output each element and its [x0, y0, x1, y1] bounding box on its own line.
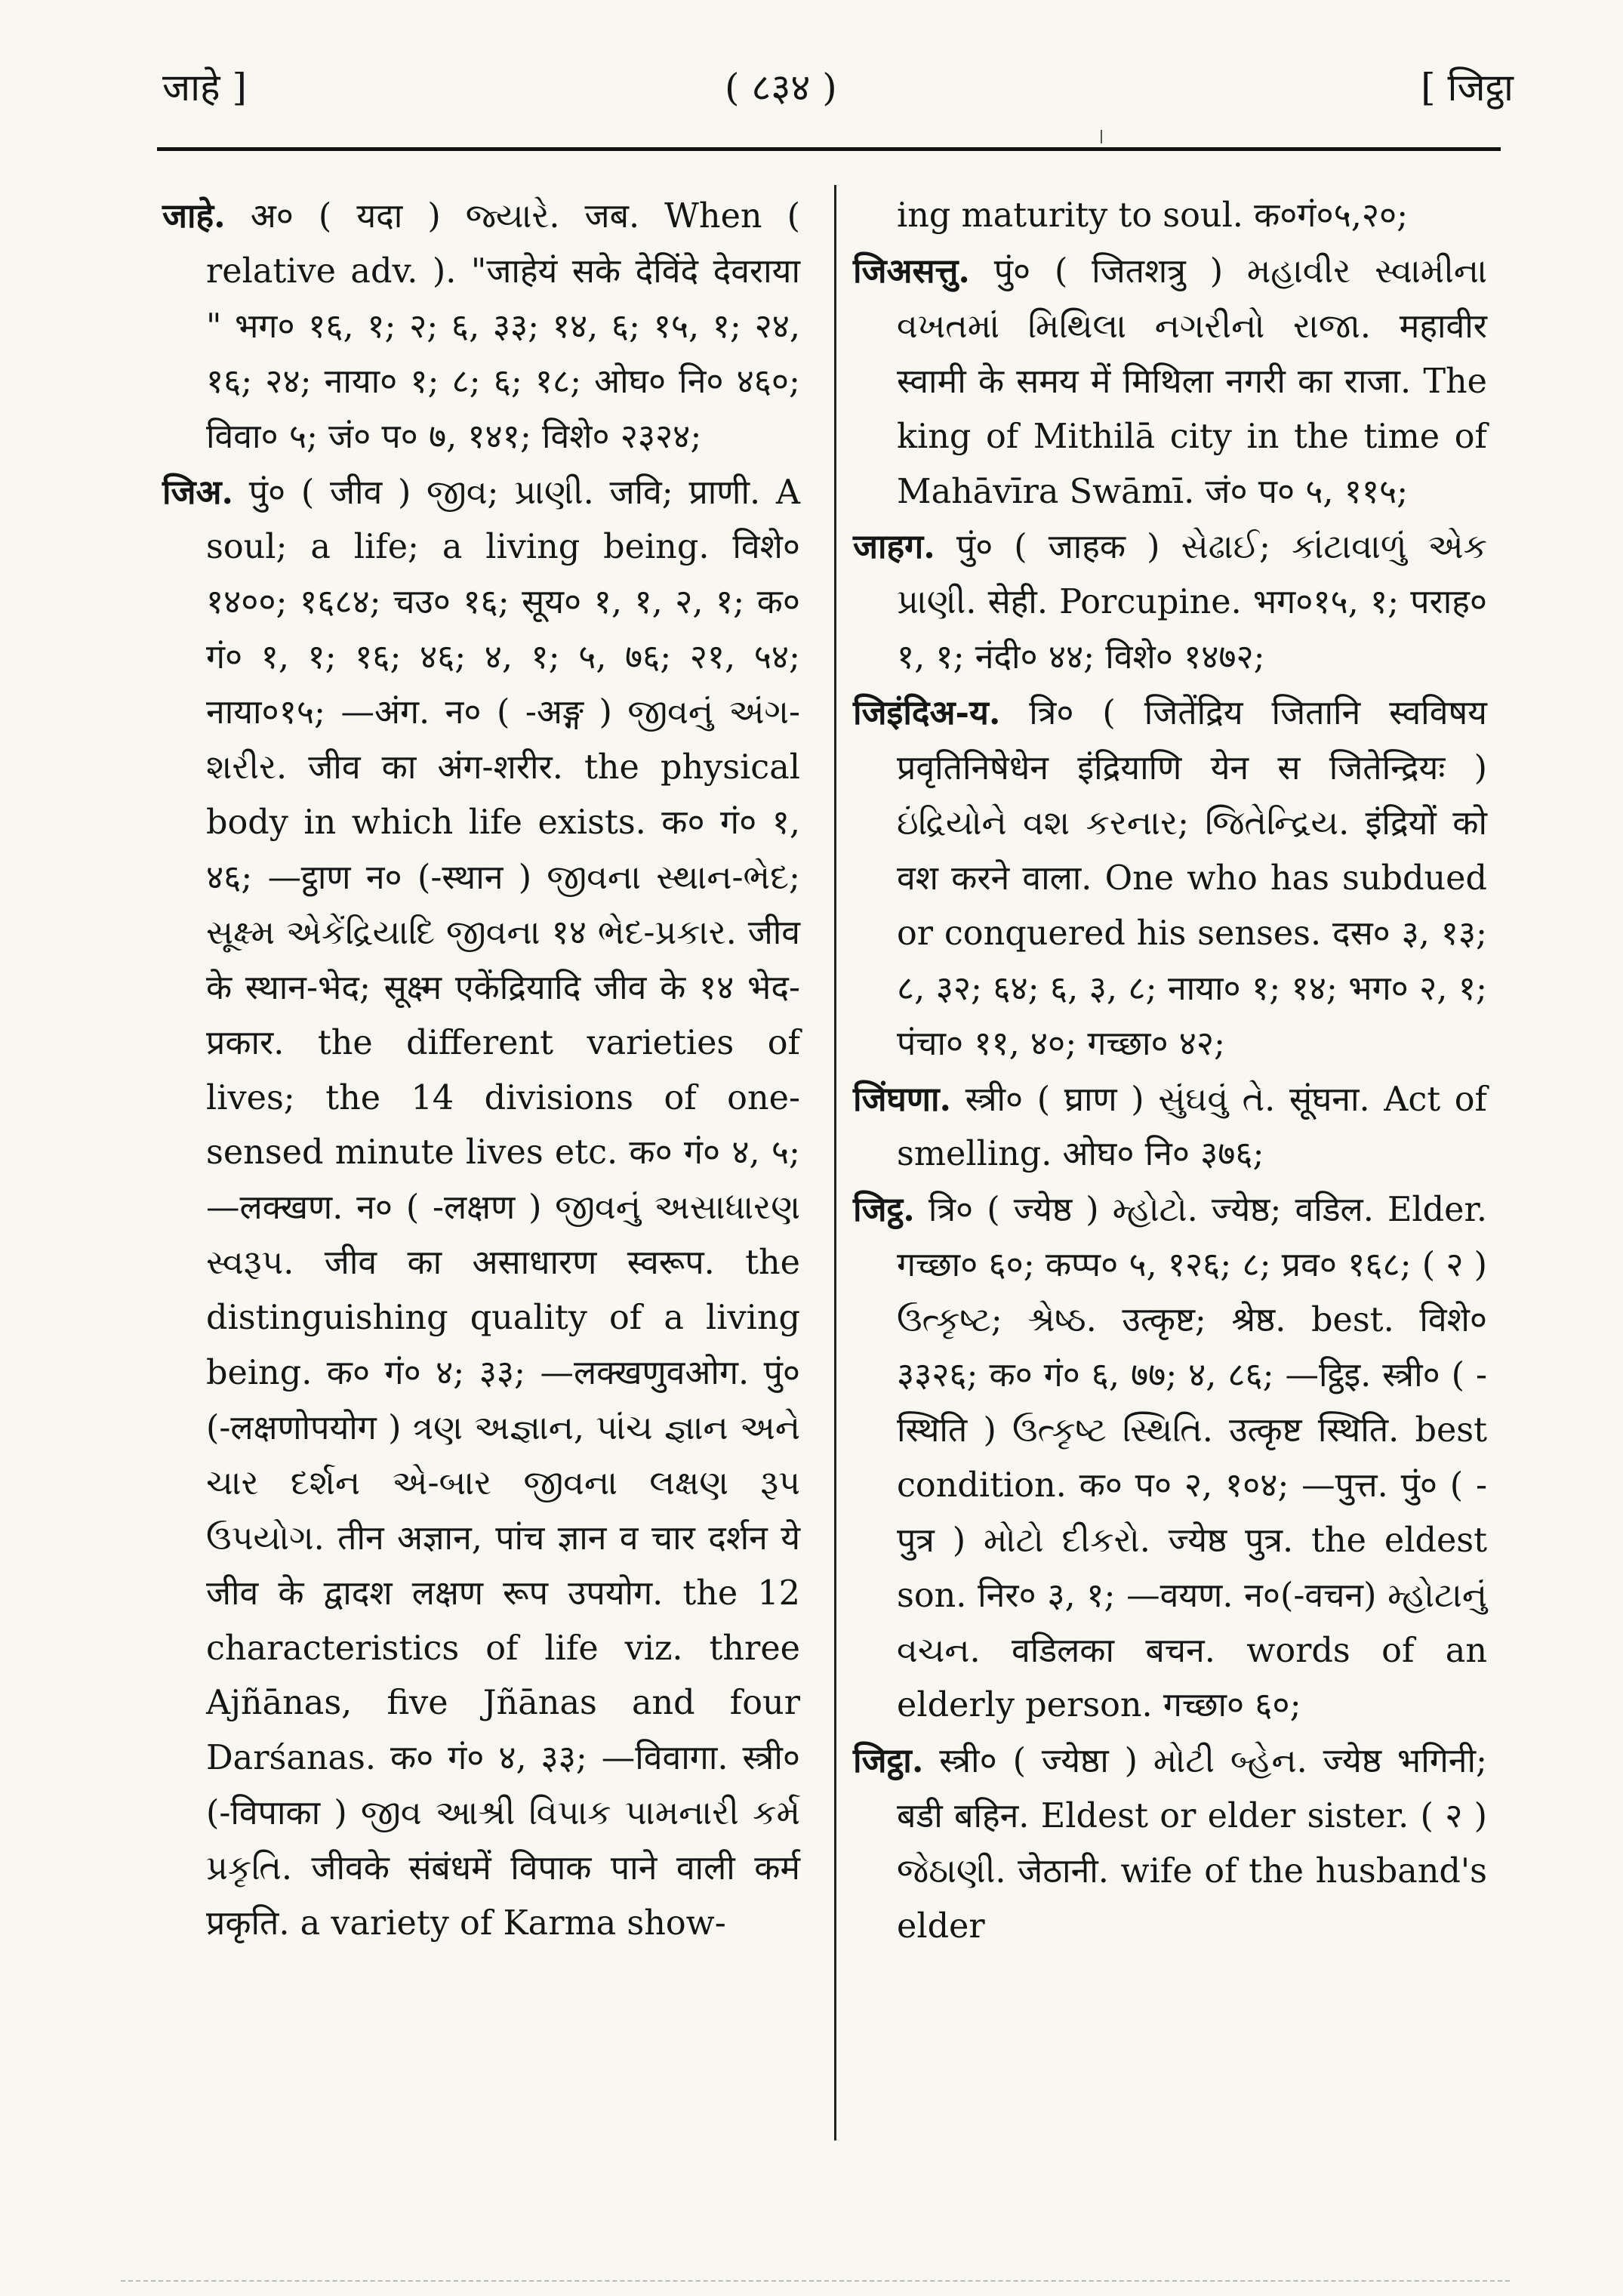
entry-headword: जिट्ठ.: [853, 1190, 915, 1230]
entry-body: पुं० ( जाहक ) સેઢાઈ; કાંટાવાળું એક પ્રાણી. सेही. Porcupine. भग०१५, १; पराह० १, १; नंदी० ४४; विशे० १४७२;: [897, 528, 1487, 677]
entry-body: ing maturity to soul. क०गं०५,२०;: [897, 196, 1409, 235]
column-divider: [834, 185, 836, 2140]
dictionary-entry: [162, 189, 800, 465]
entry-body: पुं० ( जितशत्रु ) મહાવીર સ્વામીના વખતમાં મિથિલા નગરીનો રાજા. महावीर स्वामी के समय में मिथिला नगरी का राजा. The king of Mithilā city in the time of Mahāvīra Swāmī. जं० प० ५, ११५;: [897, 251, 1487, 511]
entry-body: त्रि० ( ज्येष्ठ ) મ્હોટો. ज्येष्ठ; वडिल. Elder. गच्छा० ६०; कप्प० ५, १२६; ८; प्रव० १६८; ( २ ) ઉત્કૃષ્ટ; શ્રેષ્ઠ. उत्कृष्ट; श्रेष्ठ. best. विशे० ३३२६; क० गं० ६, ७७; ४, ८६; —ट्ठिइ. स्त्री० ( -स्थिति ) ઉત્કૃષ્ટ સ્થિતિ. उत्कृष्ट स्थिति. best condition. क० प० २, १०४; —पुत्त. पुं० ( -पुत्र ) મોટો દીકરો. ज्येष्ठ पुत्र. the eldest son. निर० ३, १; —वयण. न०(-वचन) મ્હોટાનું વચન. वडिलका बचन. words of an elderly person. गच्छा० ६०;: [897, 1191, 1488, 1725]
dictionary-entry-continued: [853, 189, 1487, 244]
dictionary-entry: [853, 1182, 1487, 1734]
entry-body: स्त्री० ( घ्राण ) સુંઘવું તે. सूंघना. Act of smelling. ओघ० नि० ३७६;: [897, 1080, 1487, 1174]
entry-body: अ० ( यदा ) જ્યારે. जब. When ( relative adv. ). "जाहेयं सके देविंदे देवराया " भग० १६, १; २; ६, ३३; १४, ६; १५, १; २४, १६; २४; नाया० १; ८; ६; १८; ओघ० नि० ४६०; विवा० ५; जं० प० ७, १४१; विशे० २३२४;: [206, 197, 800, 456]
header-left-guideword: जाहे ]: [162, 66, 248, 109]
page-header: [0, 53, 1623, 121]
entry-headword: जिंघणा.: [853, 1079, 952, 1119]
dictionary-entry: [162, 465, 800, 1952]
dictionary-entry: [853, 519, 1487, 686]
entry-headword: जिअ.: [162, 472, 234, 512]
page-number: ( ८३४ ): [725, 66, 837, 109]
left-column: [162, 189, 800, 1952]
header-right-guideword: [ जिट्ठा: [1421, 66, 1514, 109]
dictionary-entry: [853, 1734, 1487, 1955]
entry-body: पुं० ( जीव ) જીવ; પ્રાણી. जवि; प्राणी. A soul; a life; a living being. विशे० १४००; १६८४; चउ० १६; सूय० १, १, २, १; क० गं० १, १; १६; ४६; ४, १; ५, ७६; २१, ५४; नाया०१५; —अंग. न० ( -अङ्ग ) જીવનું અંગ-શરીર. जीव का अंग-शरीर. the physical body in which life exists. क० गं० १, ४६; —ट्ठाण न० (-स्थान ) જીવના સ્થાન-ભેદ; સૂક્ષ્મ એકેંદ્રિયાદિ જીવના १४ ભેદ-પ્રકાર. जीव के स्थान-भेद; सूक्ष्म एकेंद्रियादि जीव के १४ भेद-प्रकार. the different varieties of lives; the 14 divisions of one-sensed minute lives etc. क० गं० ४, ५; —लक्खण. न० ( -लक्षण ) જીવનું અસાધારણ સ્વરૂપ. जीव का असाधारण स्वरूप. the distinguishing quality of a living being. क० गं० ४; ३३; —लक्खणुवओग. पुं० (-लक्षणोपयोग ) ત્રણ અજ્ઞાન, પાંચ જ્ઞાન અને ચાર દર્શન એ-બાર જીવના લક્ષણ રૂપ ઉપયોગ. तीन अज्ञान, पांच ज्ञान व चार दर्शन ये जीव के द्वादश लक्षण रूप उपयोग. the 12 characteristics of life viz. three Ajñānas, five Jñānas and four Darśanas. क० गं० ४, ३३; —विवागा. स्त्री० (-विपाका ) જીવ આશ્રી વિપાક પામનારી કર્મ પ્રકૃતિ. जीवके संबंधमें विपाक पाने वाली कर्म प्रकृति. a variety of Karma show-: [206, 473, 800, 1943]
entry-body: त्रि० ( जितेंद्रिय जितानि स्वविषय प्रवृतिनिषेधेन इंद्रियाणि येन स जितेन्द्रियः ) ઇંદ્રિયોને વશ કરનાર; જિતેન્દ્રિય. इंद्रियों को वश करने वाला. One who has subdued or conquered his senses. दस० ३, १३; ८, ३२; ६४; ६, ३, ८; नाया० १; १४; भग० २, १; पंचा० ११, ४०; गच्छा० ४२;: [897, 694, 1487, 1063]
entry-headword: जाहे.: [162, 196, 226, 236]
entry-body: स्त्री० ( ज्येष्ठा ) મોટી બ્હેન. ज्येष्ठ भगिनी; बडी बहिन. Eldest or elder sister. ( २ ) જેઠાણી. जेठानी. wife of the husband's elder: [897, 1742, 1487, 1946]
dictionary-entry: [853, 686, 1487, 1071]
entry-headword: जिइंदिअ-य.: [853, 693, 1001, 733]
dictionary-entry: [853, 1072, 1487, 1183]
print-mark: [1101, 130, 1102, 143]
header-rule: [157, 147, 1501, 151]
entry-headword: जिअसत्तु.: [853, 251, 970, 291]
entry-headword: जिट्ठा.: [853, 1741, 924, 1781]
page-edge: [121, 2280, 1510, 2283]
dictionary-entry: [853, 244, 1487, 520]
entry-headword: जाहग.: [853, 527, 935, 567]
right-column: [853, 189, 1487, 1955]
